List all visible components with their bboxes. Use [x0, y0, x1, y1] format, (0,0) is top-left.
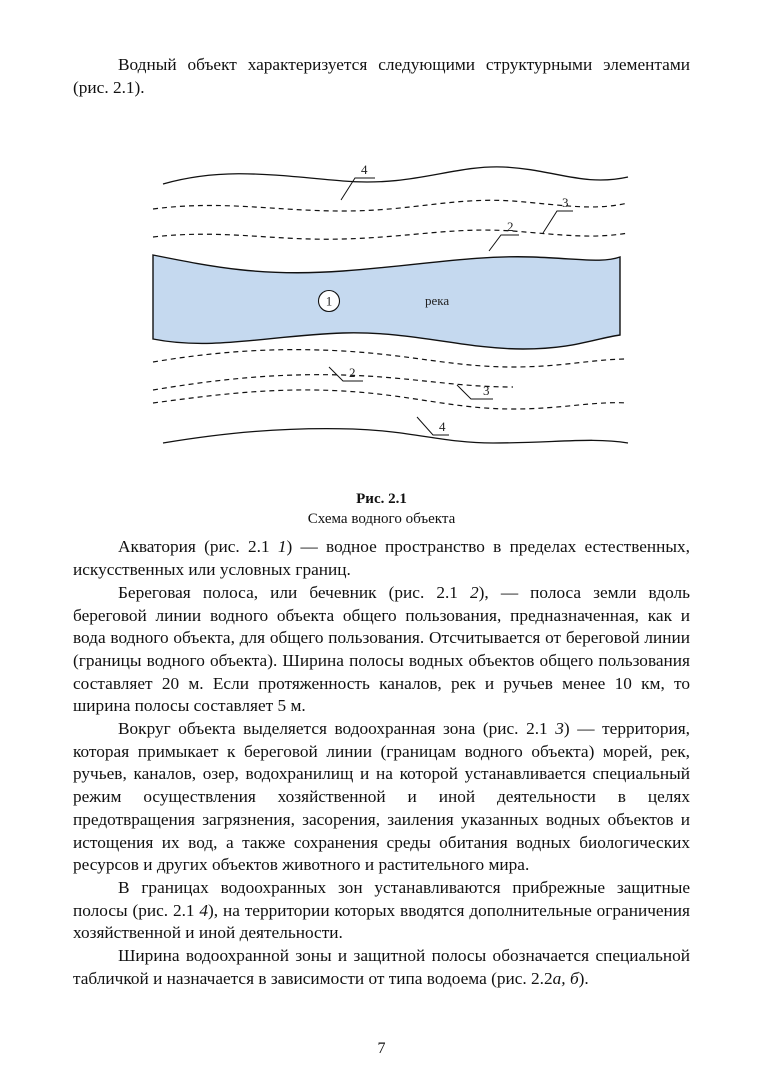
- paragraph-akvatoriya: [73, 536, 690, 581]
- label-upper-2: 2: [507, 219, 514, 235]
- upper-boundary-line-4: [163, 167, 628, 184]
- paragraph-pribrezhnye-polosy: [73, 877, 690, 945]
- p2-part-a: Береговая полоса, или бечевник (рис. 2.1: [118, 582, 471, 602]
- page-number: 7: [377, 1040, 386, 1057]
- leader-line-upper-3: [543, 211, 573, 233]
- leader-line-upper-2: [489, 235, 519, 251]
- label-lower-2: 2: [349, 365, 356, 381]
- p5-part-c: ).: [578, 968, 589, 988]
- p5-ref: а, б: [552, 968, 579, 988]
- p1-ref: 1: [277, 537, 287, 557]
- p2-ref: 2: [470, 582, 479, 602]
- river-water-area: [153, 255, 620, 349]
- water-object-diagram: [73, 105, 690, 391]
- label-lower-3: 3: [483, 383, 490, 399]
- river-label: река: [425, 293, 450, 309]
- label-lower-4: 4: [439, 419, 446, 435]
- intro-paragraph: Водный объект характеризуется следующими структурными элементами (рис. 2.1).: [73, 55, 690, 97]
- p5-part-a: Ширина водоохранной зоны и защитной полосы обозначается специальной табличкой и назначается в зависимости от типа водоема (рис. 2.2: [73, 946, 690, 988]
- circle-marker-label: 1: [325, 293, 333, 309]
- lower-label-layer: [73, 365, 690, 489]
- p3-part-c: ) — территория, которая примыкает к береговой линии (границам водного объекта) морей, рек, ручьев, каналов, озер, водохранилищ и на которой устанавливается специальный режим осуществления хозяйственной и иной деятельности в целях предотвращения загрязнения, засорения, заиления указанных водных объектов и истощения их вод, а также сохранения среды обитания водных биологических ресурсов и других объектов животного и растительного мира.: [73, 719, 690, 875]
- lower-labels-svg: [73, 365, 690, 469]
- p4-part-c: ), на территории которых вводятся дополнительные ограничения хозяйственной и иной деятельности.: [73, 900, 690, 943]
- paragraph-vodookhrannaya-zona: [73, 718, 690, 877]
- p4-ref: 4: [199, 900, 209, 920]
- figure-caption: [73, 365, 690, 529]
- caption-number: Рис. 2.1: [356, 491, 407, 508]
- figure-water-object-scheme: [73, 105, 690, 391]
- paragraph-shirina-zony: [73, 945, 690, 990]
- label-upper-3: 3: [562, 195, 569, 211]
- p2-part-c: ), — полоса земли вдоль береговой линии водного объекта общего пользования, предназначенная, как и вода водного объекта, для общего пользования. Отсчитывается от береговой линии (границы водного объекта). Ширина полосы водных объектов общего пользования составляет 20 м. Если протяженность каналов, рек и ручьев менее 10 км, то ширина полосы составляет 5 м.: [73, 582, 690, 716]
- p1-part-a: Акватория (рис. 2.1: [118, 537, 278, 557]
- p1-part-c: ) — водное пространство в пределах естественных, искусственных или условных границ.: [73, 537, 690, 580]
- upper-dashed-line-3: [153, 201, 628, 212]
- upper-dashed-line-2: [153, 230, 628, 239]
- label-upper-4: 4: [361, 162, 368, 178]
- paragraph-beregovaya-polosa: [73, 582, 690, 718]
- body-text: [73, 536, 690, 990]
- lower-dashed-line-2: [153, 350, 628, 367]
- p4-part-a: В границах водоохранных зон устанавливаются прибрежные защитные полосы (рис. 2.1: [73, 877, 690, 920]
- p3-ref: 3: [555, 719, 564, 739]
- caption-title: Схема водного объекта: [307, 511, 456, 528]
- p3-part-a: Вокруг объекта выделяется водоохранная зона (рис. 2.1: [118, 719, 556, 739]
- page-content: [73, 54, 690, 990]
